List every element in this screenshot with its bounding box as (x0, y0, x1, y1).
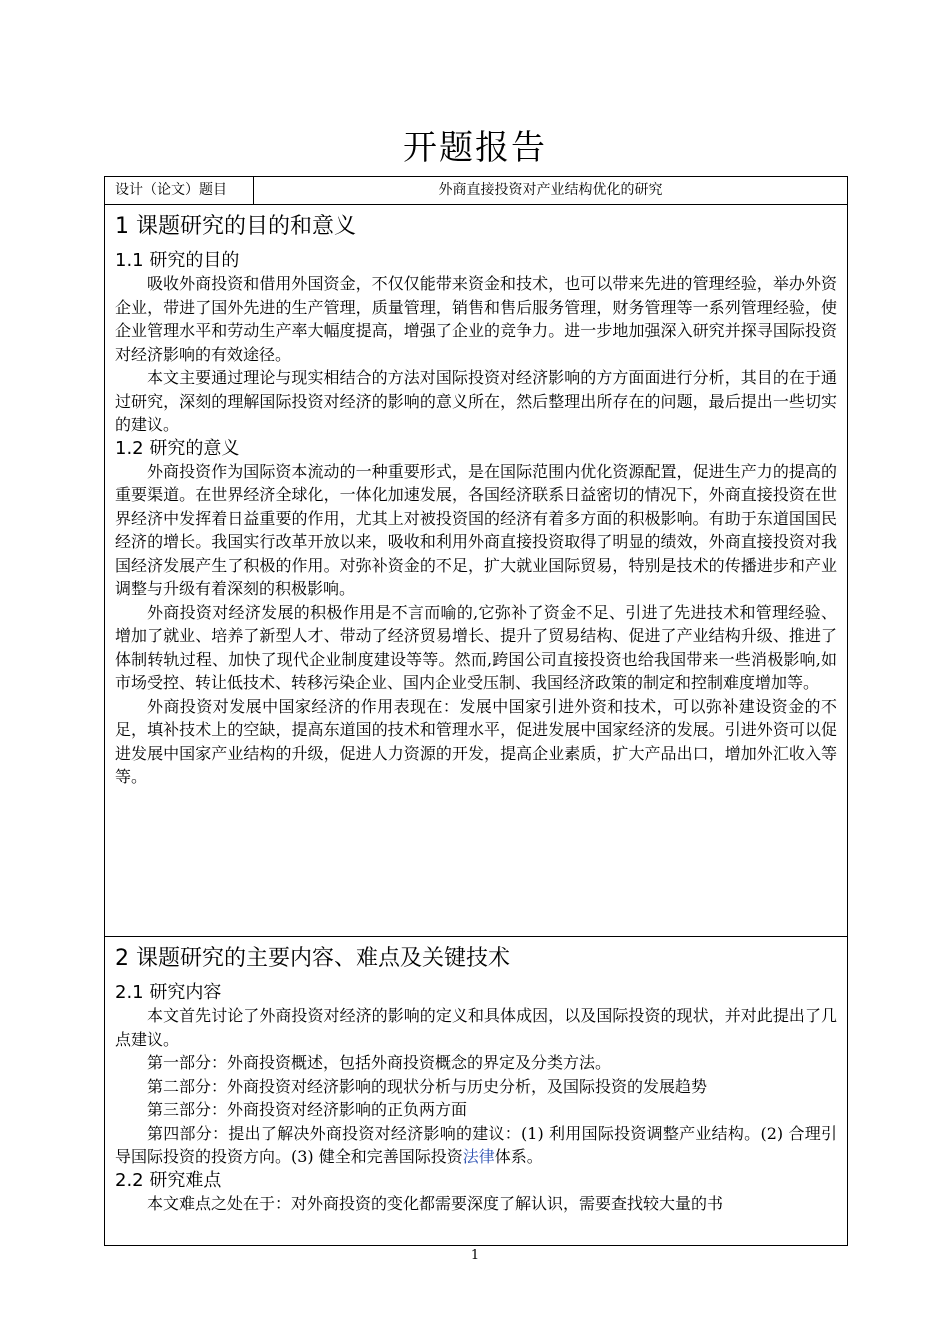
section-2-cell (105, 945, 847, 1245)
paragraph: 本文首先讨论了外商投资对经济的影响的定义和具体成因，以及国际投资的现状，并对此提出了几点建议。 (115, 1006, 837, 1049)
section-2-heading: 2 课题研究的主要内容、难点及关键技术 (115, 946, 510, 971)
paragraph: 本文难点之处在于：对外商投资的变化都需要深度了解认识，需要查找较大量的书 (147, 1193, 724, 1213)
paragraph: 吸收外商投资和借用外国资金，不仅仅能带来资金和技术，也可以带来先进的管理经验，举办外资企业，带进了国外先进的生产管理，质量管理，销售和售后服务管理，财务管理等一系列管理经验，使企业管理水平和劳动生产率大幅度提高，增强了企业的竞争力。进一步地加强深入研究并探寻国际投资对经济影响的有效途径。 (115, 274, 837, 364)
section-1-cell (105, 213, 847, 937)
paragraph: 外商投资对经济发展的积极作用是不言而喻的,它弥补了资金不足、引进了先进技术和管理经验、增加了就业、培养了新型人才、带动了经济贸易增长、提升了贸易结构、促进了产业结构升级、推进了体制转轨过程、加快了现代企业制度建设等等。然而,跨国公司直接投资也给我国带来一些消极影响,如市场受控、转让低技术、转移污染企业、国内企业受压制、我国经济政策的制定和控制难度增加等。 (115, 602, 837, 692)
section-2-2-heading: 2.2 研究难点 (115, 1169, 222, 1191)
topic-value: 外商直接投资对产业结构优化的研究 (438, 182, 663, 198)
paragraph: 外商投资对发展中国家经济的作用表现在：发展中国家引进外资和技术，可以弥补建设资金的不足，填补技术上的空缺，提高东道国的技术和管理水平，促进发展中国家经济的发展。引进外资可以促进发展中国家产业结构的升级，促进人力资源的开发，提高企业素质，扩大产品出口，增加外汇收入等等。 (115, 696, 837, 786)
section-1-1-heading: 1.1 研究的目的 (115, 250, 240, 271)
topic-row (105, 177, 847, 205)
section-2-1-heading: 2.1 研究内容 (115, 982, 222, 1003)
page-title: 开题报告 (403, 128, 547, 168)
paragraph: 本文主要通过理论与现实相结合的方法对国际投资对经济影响的方方面面进行分析，其目的在于通过研究，深刻的理解国际投资对经济的影响的意义所在，然后整理出所存在的问题，最后提出一些切实的建议。 (115, 368, 837, 434)
paragraph: 外商投资作为国际资本流动的一种重要形式，是在国际范围内优化资源配置，促进生产力的提高的重要渠道。在世界经济全球化，一体化加速发展，各国经济联系日益密切的情况下，外商直接投资在世界经济中发挥着日益重要的作用，尤其上对被投资国的经济有着多方面的积极影响。有助于东道国国民经济的增长。我国实行改革开放以来，吸收和利用外商直接投资取得了明显的绩效，外商直接投资对我国经济发展产生了积极的作用。对弥补资金的不足，扩大就业国际贸易，特别是技术的传播进步和产业调整与升级有着深刻的积极影响。 (115, 461, 837, 598)
paragraph-text: 第四部分：提出了解决外商投资对经济影响的建议：(1) 利用国际投资调整产业结构。(2) 合理引导国际投资的投资方向。(3) 健全和完善国际投资 (115, 1123, 837, 1166)
law-link[interactable]: 法律 (462, 1147, 495, 1166)
paragraph-text: 体系。 (494, 1147, 543, 1166)
paragraph: 第二部分：外商投资对经济影响的现状分析与历史分析，及国际投资的发展趋势 (147, 1076, 708, 1096)
page-number: 1 (470, 1248, 480, 1263)
paragraph: 第一部分：外商投资概述，包括外商投资概念的界定及分类方法。 (147, 1053, 612, 1072)
report-table (104, 176, 848, 1246)
paragraph: 第三部分：外商投资对经济影响的正负两方面 (147, 1100, 468, 1119)
section-1-heading: 1 课题研究的目的和意义 (115, 214, 356, 239)
section-1-2-heading: 1.2 研究的意义 (115, 437, 240, 459)
paragraph (115, 1122, 837, 1169)
topic-label: 设计（论文）题目 (105, 177, 254, 204)
